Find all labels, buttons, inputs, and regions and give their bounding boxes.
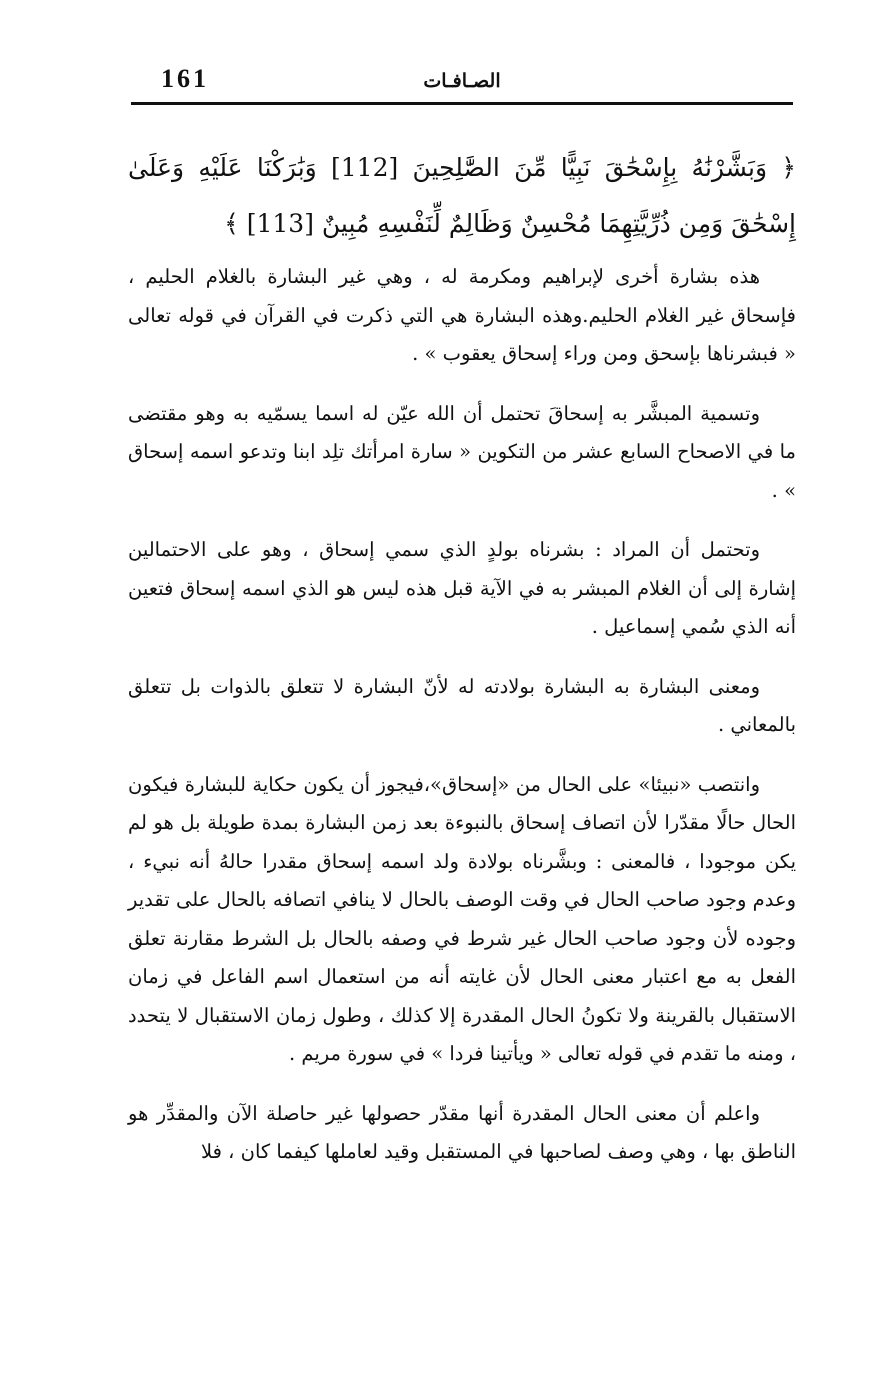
page-number: 161 (161, 64, 209, 93)
paragraph: وانتصب «نبيئا» على الحال من «إسحاق»،فيجوز أن يكون حكاية للبشارة فيكون الحال حالًا مقدّرا لأن اتصاف إسحاق بالنبوءة بعد زمن البشارة بمدة طويلة بل هو لم يكن موجودا ، فالمعنى : وبشَّرناه بولادة ولد اسمه إسحاق مقدرا حالهُ أنه نبيء ، وعدم وجود صاحب الحال في وقت الوصف بالحال لا ينافي اتصافه بالحال على تقدير وجوده لأن وجود صاحب الحال غير شرط في وصفه بالحال بل الشرط مقارنة تعلق الفعل به مع اعتبار معنى الحال لأن غايته أنه من استعمال اسم الفاعل في زمان الاستقبال بالقرينة ولا تكونُ الحال المقدرة إلا كذلك ، وطول زمان الاستقبال لا يتحدد ، ومنه ما تقدم في قوله تعالى « ويأتينا فردا » في سورة مريم . (128, 772, 796, 1065)
paragraph: واعلم أن معنى الحال المقدرة أنها مقدّر حصولها غير حاصلة الآن والمقدِّر هو الناطق بها ، وهي وصف لصاحبها في المستقبل وقيد لعاملها كيفما كان ، فلا (128, 1101, 796, 1163)
paragraph: هذه بشارة أخرى لإبراهيم ومكرمة له ، وهي غير البشارة بالغلام الحليم ، فإسحاق غير الغلام الحليم.وهذه البشارة هي التي ذكرت في القرآن في قوله تعالى « فبشرناها بإسحق ومن وراء إسحاق يعقوب » . (128, 265, 796, 365)
quran-verse: ﴿ وَبَشَّرْنَٰهُ بِإِسْحَٰقَ نَبِيًّا مِّنَ الصَّٰلِحِينَ [112] وَبَٰرَكْنَا عَلَيْهِ وَعَلَىٰ إِسْحَٰقَ وَمِن ذُرِّيَّتِهِمَا مُحْسِنٌ وَظَالِمٌ لِّنَفْسِهِ مُبِينٌ [113] ﴾ (128, 153, 796, 238)
paragraph: وتحتمل أن المراد : بشرناه بولدٍ الذي سمي إسحاق ، وهو على الاحتمالين إشارة إلى أن الغلام المبشر به في الآية قبل هذه ليس هو الذي اسمه إسحاق فتعين أنه الذي سُمي إسماعيل . (128, 538, 796, 638)
surah-title: الصـافـات (423, 70, 501, 92)
paragraph: وتسمية المبشَّر به إسحاقَ تحتمل أن الله عيّن له اسما يسمّيه به وهو مقتضى ما في الاصحاح السابع عشر من التكوين « سارة امرأتك تلِد ابنا وتدعو اسمه إسحاق » . (128, 401, 796, 502)
paragraph: ومعنى البشارة به البشارة بولادته له لأنّ البشارة لا تتعلق بالذوات بل تتعلق بالمعاني . (128, 674, 796, 736)
commentary-body (128, 258, 796, 1193)
page-header (131, 58, 793, 105)
